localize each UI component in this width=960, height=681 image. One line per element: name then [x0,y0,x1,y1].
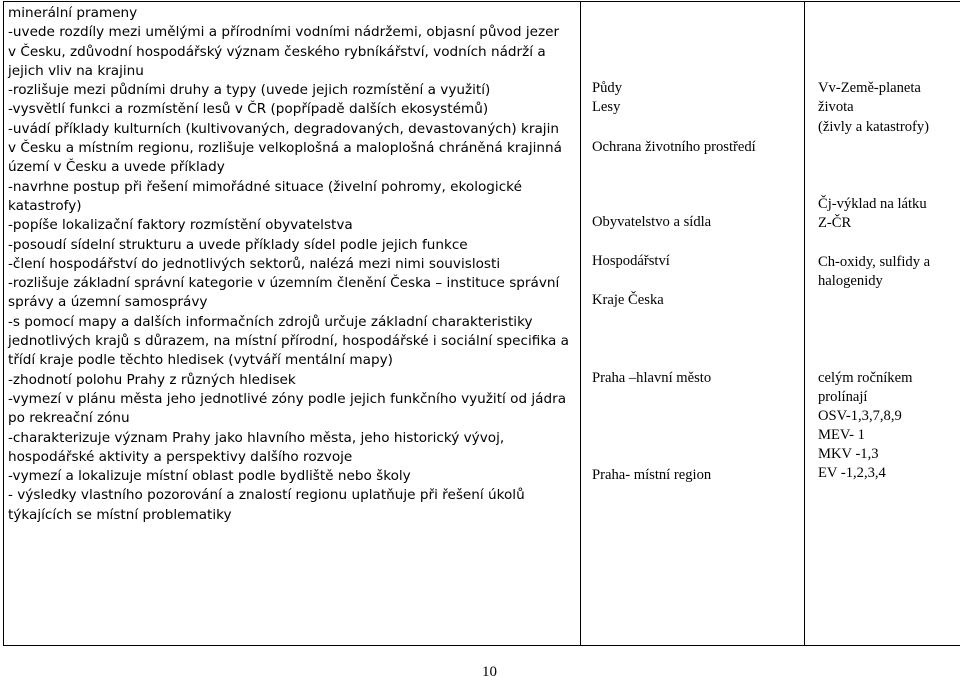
outcome-line: katastrofy) [8,197,82,214]
outcome-line: -rozlišuje mezi půdními druhy a typy (uvede jejich rozmístění a využití) [8,82,491,99]
link-ev: EV -1,2,3,4 [818,465,886,481]
link-mkv: MKV -1,3 [818,446,879,462]
outcome-line: -rozlišuje základní správní kategorie v územním členění Česka – instituce správní [8,275,560,292]
link-cj: Čj-výklad na látku [818,196,927,212]
outcome-line: -posoudí sídelní strukturu a uvede příklady sídel podle jejich funkce [8,236,468,253]
link-ch: Ch-oxidy, sulfidy a [818,254,931,270]
topic-praha: Praha –hlavní město [592,370,712,386]
topic-obyvatelstvo: Obyvatelstvo a sídla [592,214,712,230]
link-zivly: (živly a katastrofy) [818,119,930,135]
topics-cell [581,2,805,646]
topic-pudy: Půdy [592,80,623,96]
topic-praha-region: Praha- místní region [592,467,712,483]
link-vv: Vv-Země-planeta [818,80,921,96]
outcome-line: po rekreační zónu [8,410,130,427]
link-mev: MEV- 1 [818,427,865,443]
link-prolinaji: prolínají [818,389,868,405]
outcome-line: v Česku a místním regionu, rozlišuje velkoplošná a maloplošná chráněná krajinná [8,140,562,157]
topic-hospodarstvi: Hospodářství [592,253,670,269]
outcome-line: území v Česku a uvede příklady [8,159,225,176]
link-zivota: života [818,99,854,115]
outcome-line: -zhodnotí polohu Prahy z různých hledisek [8,371,296,388]
outcome-line: -vymezí v plánu města jeho jednotlivé zóny podle jejich funkčního využití od jádra [8,390,567,407]
outcome-line: -vysvětlí funkci a rozmístění lesů v ČR (popřípadě dalších ekosystémů) [8,101,489,118]
outcomes-list [8,4,580,525]
outcome-line: -charakterizuje význam Prahy jako hlavního města, jeho historický vývoj, [8,429,505,446]
outcome-line: -člení hospodářství do jednotlivých sektorů, nalézá mezi nimi souvislosti [8,255,501,272]
topic-lesy: Lesy [592,99,621,115]
outcome-line: jejich vliv na krajinu [8,62,144,79]
outcome-line: -navrhne postup při řešení mimořádné situace (živelní pohromy, ekologické [8,178,522,195]
outcome-line: minerální prameny [8,5,138,21]
outcome-line: -uvede rozdíly mezi umělými a přírodními vodními nádržemi, objasní původ jezer [8,24,560,41]
outcome-line: hospodářské aktivity a perspektivy dalšího rozvoje [8,448,353,465]
outcome-line: jednotlivých krajů s důrazem, na místní přírodní, hospodářské i sociální specifika a [8,333,569,350]
outcome-line: správy a územní samosprávy [8,294,208,311]
outcome-line: - výsledky vlastního pozorování a znalostí regionu uplatňuje při řešení úkolů [8,487,525,504]
table-row [4,2,960,646]
outcome-line: -vymezí a lokalizuje místní oblast podle bydliště nebo školy [8,468,411,485]
outcome-line: -uvádí příklady kulturních (kultivovaných, degradovaných, devastovaných) krajin [8,120,559,137]
curriculum-table [3,1,960,646]
link-osv: OSV-1,3,7,8,9 [818,408,902,424]
links-cell [805,2,960,646]
link-zcr: Z-ČR [818,215,852,231]
outcome-line: v Česku, zdůvodní hospodářský význam českého rybníkářství, vodních nádrží a [8,43,546,60]
outcomes-cell [4,2,581,646]
link-celym: celým ročníkem [818,370,913,386]
outcome-line: týkajících se místní problematiky [8,506,232,523]
topic-ochrana: Ochrana životního prostředí [592,139,756,155]
topic-kraje: Kraje Česka [592,292,664,308]
outcome-line: -s pomocí mapy a dalších informačních zdrojů určuje základní charakteristiky [8,313,533,330]
outcome-line: -popíše lokalizační faktory rozmístění obyvatelstva [8,217,353,234]
page-number: 10 [482,664,497,680]
outcome-line: třídí kraje podle těchto hledisek (vytváří mentální mapy) [8,352,393,369]
link-halogenidy: halogenidy [818,273,883,289]
